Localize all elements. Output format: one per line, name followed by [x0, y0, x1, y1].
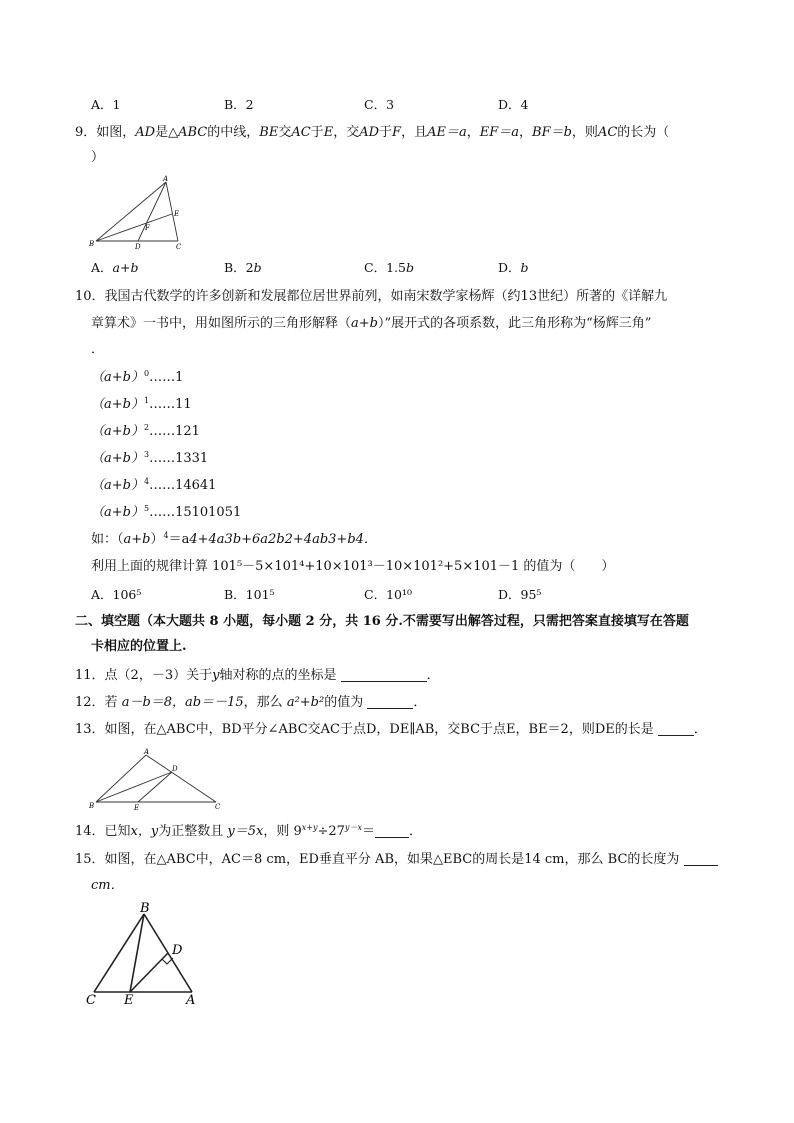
q9-option-a: A．a+b	[91, 260, 139, 275]
q13-label-d: D	[172, 765, 178, 773]
q15-label-e: E	[124, 993, 134, 1008]
q12-stem: 12．若 a－b＝8，ab＝－15，那么 a²+b²的值为 ．	[75, 695, 427, 710]
yanghui-row-0: $(a+b)^0\dots\dots 1$	[91, 369, 184, 385]
q15-label-a: A	[186, 993, 196, 1008]
q10-example: 如：$(a+b)^4=a4+4a3b+6a2b2+4ab3+b4$．	[91, 531, 377, 547]
q15-stem-line-2: cm．	[91, 878, 124, 893]
q8-option-d: D．4	[498, 97, 529, 112]
q9-label-f: F	[145, 224, 150, 232]
q9-close-paren: ）	[91, 150, 105, 165]
q15-answer-blank[interactable]	[684, 851, 718, 866]
q10-option-a: A．106⁵	[91, 587, 142, 602]
yanghui-row-1: $(a+b)^1\dots\dots 11$	[91, 396, 192, 412]
q9-label-e: E	[174, 210, 180, 218]
q12-answer-blank[interactable]	[367, 694, 413, 709]
q10-option-d: D．95⁵	[498, 587, 542, 602]
q9-triangle-figure	[88, 175, 188, 251]
q15-label-b: B	[140, 901, 150, 916]
q13-label-b: B	[89, 802, 95, 810]
yanghui-row-4: $(a+b)^4\dots\dots 14641$	[91, 477, 217, 493]
q9-option-d: D．b	[498, 260, 529, 275]
q11-answer-blank[interactable]	[341, 667, 427, 682]
q14-stem: 14．已知x，y为正整数且 y＝5x，则 $9^{x+y}\div 27^{y-x}=$ ．	[75, 823, 422, 839]
q10-option-b: B．101⁵	[224, 587, 275, 602]
yanghui-row-5: $(a+b)^5\dots\dots 15101051$	[91, 504, 242, 520]
section-2-heading-line-1: 二、填空题（本大题共 8 小题，每小题 2 分，共 16 分.不需要写出解答过程，只需把答案直接填写在答题	[75, 614, 689, 629]
q10-stem-line-1: 10．我国古代数学的许多创新和发展都位居世界前列，如南宋数学家杨辉（约13世纪）所著的《详解九	[75, 289, 668, 304]
q13-answer-blank[interactable]	[658, 721, 694, 736]
q9-label-a: A	[163, 175, 169, 183]
q9-stem: 9．如图，AD是△ABC的中线，BE交AC于E，交AD于F，且AE＝a，EF＝a，BF＝b，则AC的长为（	[75, 125, 670, 140]
q13-label-e: E	[134, 804, 140, 812]
q15-stem-line-1: 15．如图，在△ABC中，AC＝8 cm，ED垂直平分 AB，如果△EBC的周长是14 cm，那么 BC的长度为	[75, 850, 718, 870]
q9-label-b: B	[89, 240, 95, 248]
q8-option-b: B．2	[224, 97, 254, 112]
q11-stem: 11．点（2，－3）关于y轴对称的点的坐标是 ．	[75, 668, 440, 683]
q10-stem-line-2: 章算术》一书中，用如图所示的三角形解释（a+b）”展开式的各项系数，此三角形称为“杨辉三角”	[91, 316, 652, 331]
section-2-heading-line-2: 卡相应的位置上.	[91, 639, 187, 654]
q9-label-c: C	[176, 243, 182, 251]
q13-label-c: C	[215, 803, 221, 811]
q13-label-a: A	[144, 748, 150, 756]
q8-option-c: C．3	[364, 97, 395, 112]
q13-triangle-figure	[88, 748, 228, 812]
yanghui-row-2: $(a+b)^2\dots\dots 121$	[91, 423, 200, 439]
q15-label-d: D	[172, 943, 183, 958]
q9-option-c: C．1.5b	[364, 260, 414, 275]
q15-label-c: C	[86, 993, 96, 1008]
q8-option-a: A．1	[91, 97, 121, 112]
q9-option-b: B．2b	[224, 260, 262, 275]
q10-stem-line-3: ．	[91, 342, 105, 357]
q14-answer-blank[interactable]	[375, 823, 409, 838]
q15-triangle-figure	[86, 900, 206, 1008]
q9-label-d: D	[135, 243, 141, 251]
yanghui-row-3: $(a+b)^3\dots\dots 1331$	[91, 450, 209, 466]
q13-stem: 13．如图，在△ABC中，BD平分∠ABC交AC于点D，DE∥AB，交BC于点E，BE＝2，则DE的长是 ．	[75, 722, 707, 737]
q10-option-c: C．10¹⁰	[364, 587, 412, 602]
q10-calc: 利用上面的规律计算 101⁵－5×101⁴+10×101³－10×101²+5×101－1 的值为（ ）	[91, 559, 615, 574]
